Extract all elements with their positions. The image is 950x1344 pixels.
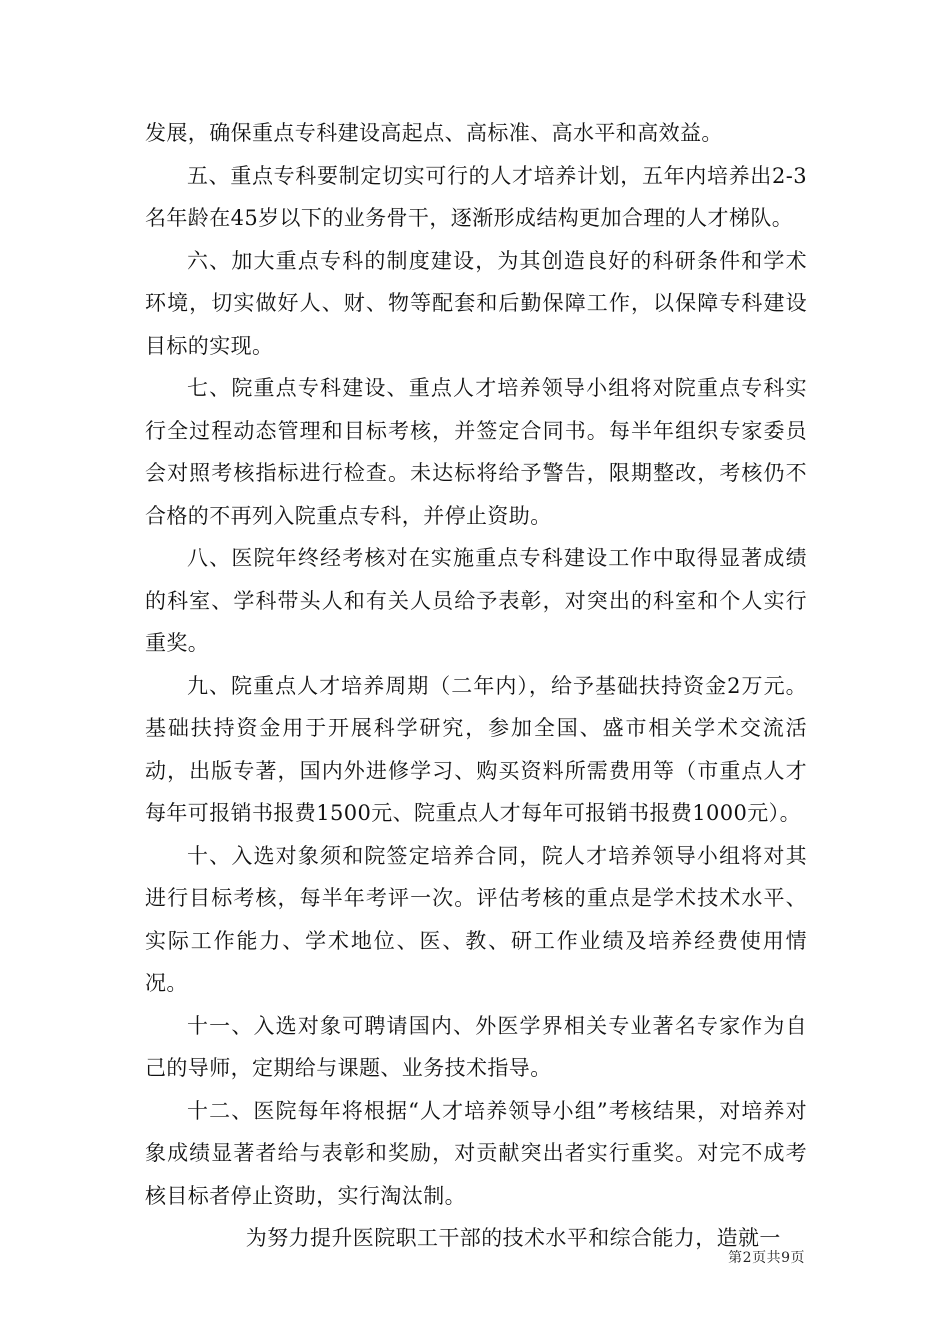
paragraph-item-8: 八、医院年终经考核对在实施重点专科建设工作中取得显著成绩的科室、学科带头人和有关人员给予表彰，对突出的科室和个人实行重奖。 <box>145 546 807 655</box>
paragraph-item-7: 七、院重点专科建设、重点人才培养领导小组将对院重点专科实行全过程动态管理和目标考核，并签定合同书。每半年组织专家委员会对照考核指标进行检查。未达标将给予警告，限期整改，考核仍不合格的不再列入院重点专科，并停止资助。 <box>145 376 807 528</box>
paragraph-item-11: 十一、入选对象可聘请国内、外医学界相关专业著名专家作为自己的导师，定期给与课题、业务技术指导。 <box>145 1013 807 1080</box>
paragraph-item-9: 九、院重点人才培养周期（二年内），给予基础扶持资金2万元。基础扶持资金用于开展科学研究，参加全国、盛市相关学术交流活动，出版专著，国内外进修学习、购买资料所需费用等（市重点人才每年可报销书报费1500元、院重点人才每年可报销书报费1000元）。 <box>145 673 807 825</box>
page-number-footer: 第2页共9页 <box>728 1250 805 1266</box>
paragraph-continued: 发展，确保重点专科建设高起点、高标准、高水平和高效益。 <box>145 121 723 145</box>
paragraph-next-section: 为努力提升医院职工干部的技术水平和综合能力，造就一 <box>245 1226 781 1250</box>
paragraph-item-5: 五、重点专科要制定切实可行的人才培养计划，五年内培养出2-3名年龄在45岁以下的业务骨干，逐渐形成结构更加合理的人才梯队。 <box>145 163 807 230</box>
document-body <box>145 112 807 1260</box>
paragraph-item-12: 十二、医院每年将根据“人才培养领导小组”考核结果，对培养对象成绩显著者给与表彰和奖励，对贡献突出者实行重奖。对完不成考核目标者停止资助，实行淘汰制。 <box>145 1098 807 1208</box>
paragraph-item-6: 六、加大重点专科的制度建设，为其创造良好的科研条件和学术环境，切实做好人、财、物等配套和后勤保障工作，以保障专科建设目标的实现。 <box>145 248 807 358</box>
paragraph-item-10: 十、入选对象须和院签定培养合同，院人才培养领导小组将对其进行目标考核，每半年考评一次。评估考核的重点是学术技术水平、实际工作能力、学术地位、医、教、研工作业绩及培养经费使用情况。 <box>145 843 807 995</box>
